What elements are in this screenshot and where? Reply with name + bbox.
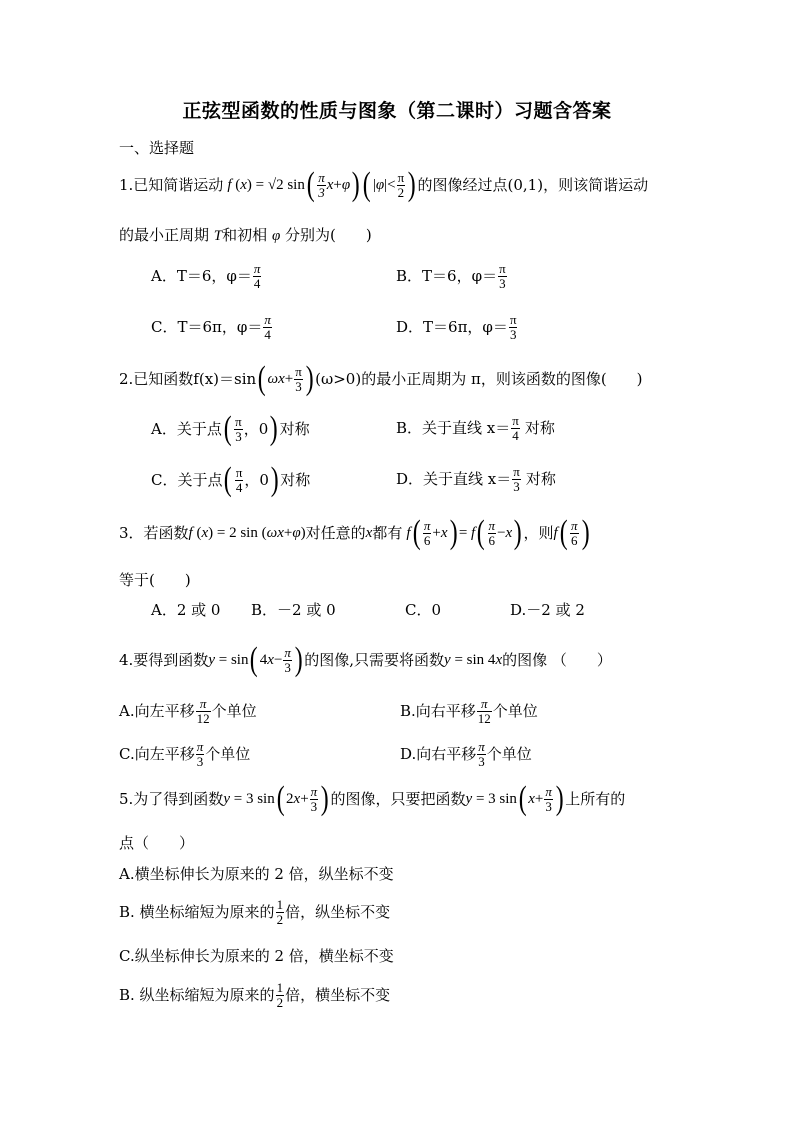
option-5d[interactable]: B. 纵坐标缩短为原来的 $\frac{1}{2}$ 倍，横坐标不变 [119, 980, 391, 1010]
option-3d[interactable]: D.－2 或 2 [510, 601, 585, 619]
option-3b[interactable]: B．－2 或 0 [251, 601, 336, 619]
option-5c[interactable]: C.纵坐标伸长为原来的 2 倍，横坐标不变 [119, 947, 394, 965]
question-2: 2.已知函数f(x)＝sin ( ωx + $\frac{\pi}{3}$ ) (ω>0)的最小正周期为 π，则该函数的图像( ) [119, 360, 643, 397]
option-1b[interactable]: B．T＝6，φ＝ $\frac{\pi}{3}$ [396, 261, 506, 291]
option-1c[interactable]: C．T＝6π，φ＝ $\frac{\pi}{4}$ [151, 312, 271, 342]
option-2c[interactable]: C．关于点 ( $\frac{\pi}{4}$ ，0 ) 对称 [151, 461, 311, 498]
option-2d[interactable]: D．关于直线 x＝ $\frac{\pi}{3}$ 对称 [396, 464, 556, 494]
option-1d[interactable]: D．T＝6π，φ＝ $\frac{\pi}{3}$ [396, 312, 517, 342]
question-5-line2: 点（ ） [119, 834, 195, 852]
option-2a[interactable]: A．关于点 ( $\frac{\pi}{3}$ ，0 ) 对称 [151, 410, 310, 447]
question-3-line2: 等于( ) [119, 571, 191, 589]
option-3a[interactable]: A．2 或 0 [151, 601, 221, 619]
option-5a[interactable]: A.横坐标伸长为原来的 2 倍，纵坐标不变 [119, 865, 394, 883]
option-2b[interactable]: B．关于直线 x＝ $\frac{\pi}{4}$ 对称 [396, 413, 555, 443]
option-4d[interactable]: D.向右平移 $\frac{\pi}{3}$ 个单位 [400, 739, 532, 769]
option-4a[interactable]: A.向左平移 $\frac{\pi}{12}$ 个单位 [119, 696, 257, 726]
page-title: 正弦型函数的性质与图象（第二课时）习题含答案 [182, 100, 612, 122]
question-1-line2: 的最小正周期 T和初相 φ 分别为( ) [119, 226, 372, 244]
option-4b[interactable]: B.向右平移 $\frac{\pi}{12}$ 个单位 [400, 696, 538, 726]
option-4c[interactable]: C.向左平移 $\frac{\pi}{3}$ 个单位 [119, 739, 251, 769]
question-5: 5.为了得到函数 y = 3 sin ( 2x+ $\frac{\pi}{3}$ ) 的图像，只要把函数 y = 3 sin ( x + $\frac{\pi}{3}$ ) 上所有的 [119, 780, 626, 817]
question-3: 3．若函数 f (x) = 2 sin (ωx+φ) 对任意的 x 都有 f ( $\frac{\pi}{6}$ +x ) = f ( $\frac{\pi}{6}$ −x ) ，则 f ( $\frac{\pi}{6}$ ) [119, 514, 590, 551]
section-heading: 一、选择题 [119, 139, 195, 157]
option-3c[interactable]: C．0 [405, 601, 442, 619]
option-5b[interactable]: B. 横坐标缩短为原来的 $\frac{1}{2}$ 倍，纵坐标不变 [119, 897, 391, 927]
formula-q1: f (x) = √2 sin [227, 176, 305, 193]
option-1a[interactable]: A．T＝6，φ＝ $\frac{\pi}{4}$ [151, 261, 261, 291]
question-1: 1.已知简谐运动 f (x) = √2 sin ( $\frac{\pi}{3}$ x + φ ) ( |φ|< $\frac{\pi}{2}$ ) 的图像经过点(0,1)，则该简谐运动 [119, 166, 649, 203]
question-4: 4.要得到函数 y = sin ( 4x− $\frac{\pi}{3}$ ) 的图像,只需要将函数 y = sin 4x 的图像 （ ） [119, 641, 612, 678]
